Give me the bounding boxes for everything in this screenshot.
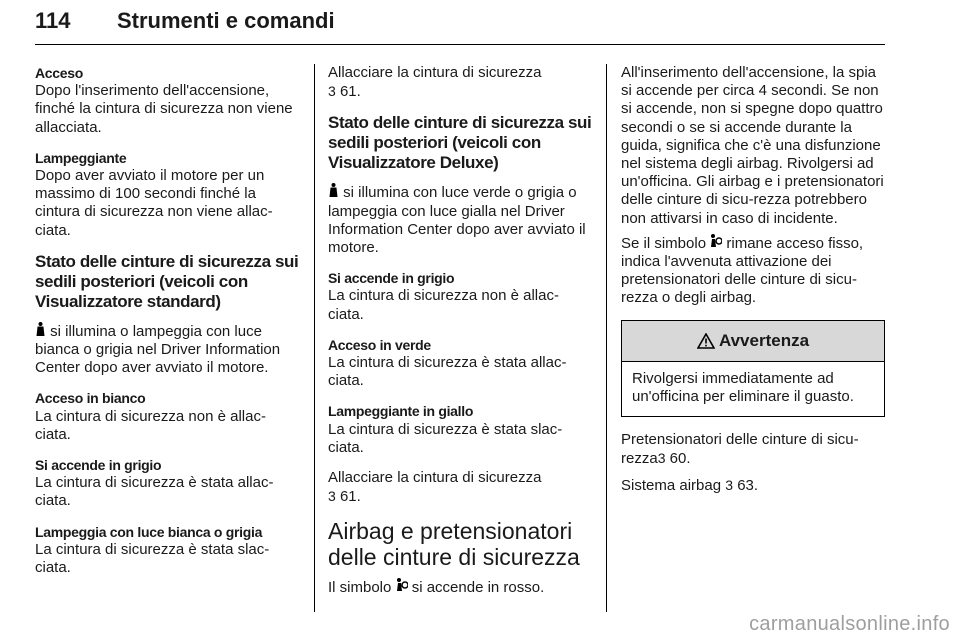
subheading: Si accende in grigio bbox=[328, 270, 455, 287]
column-3 bbox=[621, 64, 885, 496]
column-divider bbox=[606, 64, 607, 612]
column-divider bbox=[314, 64, 315, 612]
ref-text: 63. bbox=[733, 477, 759, 495]
text: Se il simbolo bbox=[621, 234, 711, 252]
paragraph bbox=[328, 469, 592, 506]
ref-text: 61. bbox=[335, 83, 361, 101]
ref-arrow-icon: 3 bbox=[725, 477, 734, 494]
paragraph: La cintura di sicurezza è stata slac-ciata. bbox=[328, 420, 563, 456]
warning-triangle-icon bbox=[697, 333, 715, 349]
paragraph bbox=[35, 322, 300, 378]
paragraph bbox=[328, 183, 592, 257]
warning-header bbox=[622, 321, 884, 362]
subheading: Lampeggia con luce bianca o grigia bbox=[35, 523, 263, 540]
paragraph bbox=[621, 234, 885, 308]
section-grigio bbox=[35, 456, 300, 511]
page-header bbox=[35, 4, 885, 48]
airbag-icon bbox=[710, 234, 722, 252]
section-lampeggiante bbox=[35, 149, 300, 240]
paragraph: La cintura di sicurezza non è allac-ciata. bbox=[35, 407, 266, 443]
paragraph: Dopo aver avviato il motore per un massimo di 100 secondi finché la cintura di sicurezza non viene allac-ciata. bbox=[35, 167, 273, 239]
text: Allacciare la cintura di sicurezza bbox=[328, 469, 542, 487]
paragraph bbox=[621, 431, 885, 468]
warning-title: Avvertenza bbox=[718, 330, 810, 350]
subheading: Lampeggiante bbox=[35, 149, 127, 166]
seatbelt-icon bbox=[328, 183, 339, 201]
section-grigio bbox=[328, 269, 592, 324]
ref-text: 60. bbox=[665, 450, 691, 468]
section-verde bbox=[328, 336, 592, 391]
header-rule bbox=[35, 44, 885, 45]
page-title: Strumenti e comandi bbox=[117, 8, 335, 33]
ref-arrow-icon: 3 bbox=[657, 450, 666, 467]
text: si illumina con luce verde o grigia o lampeggia con luce gialla nel Driver Information Center dopo aver avviato il motore. bbox=[328, 184, 586, 257]
text: rimane acceso fisso, indica l'avvenuta attivazione dei pretensionatori delle cinture di sicu-rezza o degli airbag. bbox=[621, 234, 864, 307]
section-heading: Stato delle cinture di sicurezza sui sedili posteriori (veicoli con Visualizzatore Deluxe) bbox=[328, 113, 592, 173]
seatbelt-icon bbox=[35, 322, 46, 340]
paragraph: La cintura di sicurezza non è allac-ciata. bbox=[328, 287, 559, 323]
text: Il simbolo bbox=[328, 579, 396, 597]
page-number: 114 bbox=[35, 8, 71, 33]
paragraph bbox=[621, 476, 885, 495]
major-heading: Airbag e pretensionatori delle cinture di sicurezza bbox=[328, 518, 580, 571]
subheading: Acceso bbox=[35, 65, 84, 81]
section-lampeggia bbox=[35, 523, 300, 578]
paragraph bbox=[328, 64, 592, 101]
paragraph: All'inserimento dell'accensione, la spia si accende per circa 4 secondi. Se non si accende, non si spegne dopo quattro secondi o se si accende durante la guida, significa che c'è una disfunzione nel sistema degli airbag. Rivolgersi ad un'officina. Gli airbag e i pretensionatori delle cinture di sicu-rezza potrebbero non attivarsi in caso di incidente. bbox=[621, 64, 884, 227]
warning-box bbox=[621, 320, 885, 417]
ref-arrow-icon: 3 bbox=[328, 488, 336, 505]
ref-arrow-icon: 3 bbox=[328, 83, 336, 100]
watermark: carmanualsonline.info bbox=[749, 613, 950, 635]
subheading: Si accende in grigio bbox=[35, 457, 162, 474]
section-giallo bbox=[328, 402, 592, 457]
section-acceso-bianco bbox=[35, 389, 300, 444]
text: Allacciare la cintura di sicurezza bbox=[328, 64, 542, 81]
text: Sistema airbag bbox=[621, 477, 722, 495]
ref-text: 61. bbox=[335, 488, 361, 506]
subheading: Acceso in bianco bbox=[35, 390, 146, 407]
paragraph: Rivolgersi immediatamente ad un'officina per eliminare il guasto. bbox=[632, 369, 854, 405]
airbag-icon bbox=[396, 578, 408, 596]
subheading: Acceso in verde bbox=[328, 336, 431, 353]
section-acceso bbox=[35, 64, 300, 137]
paragraph: La cintura di sicurezza è stata allac-ciata. bbox=[328, 354, 567, 390]
column-2 bbox=[328, 64, 592, 598]
warning-body bbox=[622, 362, 884, 416]
text: si illumina o lampeggia con luce bianca o grigia nel Driver Information Center dopo aver avviato il motore. bbox=[35, 322, 281, 377]
paragraph bbox=[328, 578, 592, 597]
paragraph: La cintura di sicurezza è stata slac-ciata. bbox=[35, 540, 270, 577]
paragraph: Dopo l'inserimento dell'accensione, finché la cintura di sicurezza non viene allacciata. bbox=[35, 82, 293, 136]
subheading: Lampeggiante in giallo bbox=[328, 403, 474, 420]
text: Pretensionatori delle cinture di sicu-rezza bbox=[621, 431, 859, 468]
text: si accende in rosso. bbox=[407, 579, 545, 597]
column-1 bbox=[35, 64, 300, 589]
paragraph: La cintura di sicurezza è stata allac-ciata. bbox=[35, 474, 274, 510]
section-heading: Stato delle cinture di sicurezza sui sedili posteriori (veicoli con Visualizzatore standard) bbox=[35, 251, 299, 311]
